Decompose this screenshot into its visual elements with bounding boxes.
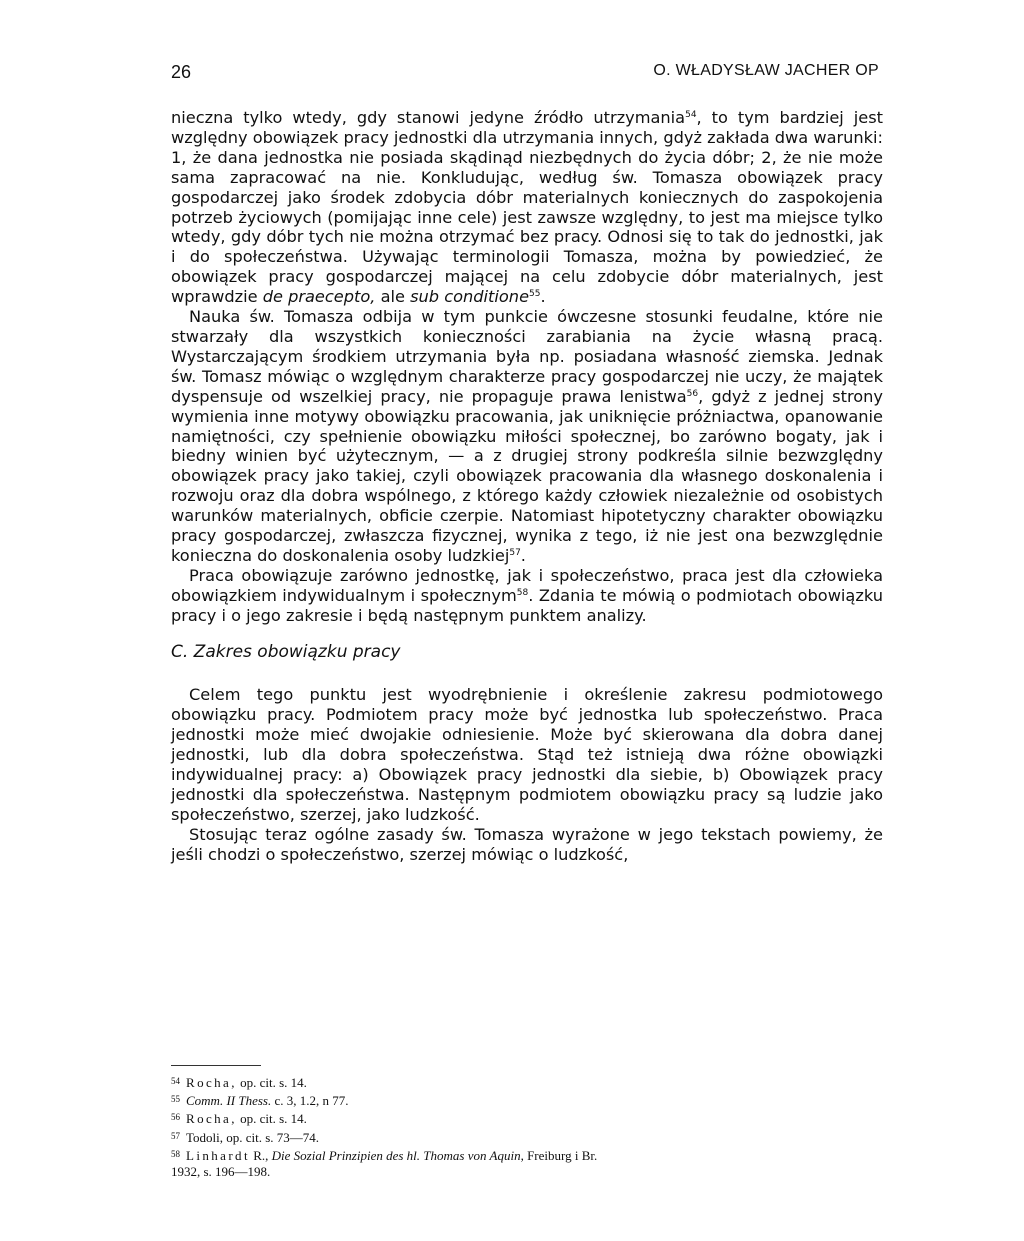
paragraph: Celem tego punktu jest wyodrębnienie i określenie zakresu podmiotowego obowiązku pracy. Podmiotem pracy może być jednostka lub społeczeństwo. Praca jednostki może mieć dwojakie odniesienie. Może być skierowana dla dobra danej jednostki, lub dla dobra społeczeństwa. Stąd też istnieją dwa różne obowiązki indywidualnej pracy: a) Obowiązek pracy jednostki dla siebie, b) Obowiązek pracy jednostki dla społeczeństwa. Następnym podmiotem obowiązku pracy są ludzie jako społeczeństwo, szerzej, jako ludzkość.: [171, 685, 883, 824]
page-number: 26: [171, 62, 192, 82]
paragraph: Nauka św. Tomasza odbija w tym punkcie ówczesne stosunki feudalne, które nie stwarzały dla wszystkich konieczności zarabiania na życie własną pracą. Wystarczającym środkiem utrzymania była np. posiadana własność ziemska. Jednak św. Tomasz mówiąc o względnym charakterze pracy gospodarczej nie uczy, że majątek dyspensuje od wszelkiej pracy, nie propaguje prawa lenistwa$^{56}$, gdyż z jednej strony wymienia inne motywy obowiązku pracowania, jak uniknięcie próżniactwa, opanowanie namiętności, czy spełnienie obowiązku miłości społecznej, bo zarówno bogaty, jak i biedny winien być użytecznym, — a z drugiej strony podkreśla silnie bezwzględny obowiązek pracy jako takiej, czyli obowiązek pracowania dla własnego doskonalenia i rozwoju oraz dla dobra wspólnego, z którego każdy człowiek niezależnie od osobistych warunków materialnych, obficie czerpie. Natomiast hipotetyczny charakter obowiązku pracy gospodarczej, zwłaszcza fizycznej, wynika z tego, iż nie jest ona bezwzględnie konieczna do doskonalenia osoby ludzkiej$^{57}$.: [171, 307, 883, 565]
footnote-ref: 54: [685, 110, 697, 120]
paragraph: Stosując teraz ogólne zasady św. Tomasza wyrażone w jego tekstach powiemy, że jeśli chodzi o społeczeństwo, szerzej mówiąc o ludzkość,: [171, 824, 883, 864]
footnote-ref: 58: [516, 587, 529, 598]
footnote-continuation: 1932, s. 196—198.: [171, 1164, 271, 1180]
page-header: [171, 58, 879, 88]
footnote-ref: 55: [529, 289, 541, 300]
paragraph: nieczna tylko wtedy, gdy stanowi jedyne źródło utrzymania$^{54}$, to tym bardziej jest względny obowiązek pracy jednostki dla utrzymania innych, gdyż zakłada dwa warunki: 1, że dana jednostka nie posiada skądinąd niezbędnych do życia dóbr; 2, że nie może sama zapracować na nie. Konkludując, według św. Tomasza obowiązek pracy gospodarczej jako środek zdobycia dóbr materialnych koniecznych do zaspokojenia potrzeb życiowych (pomijając inne cele) jest zawsze względny, to jest ma miejsce tylko wtedy, gdy dóbr tych nie można otrzymać bez pracy. Odnosi się to tak do jednostki, jak i do społeczeństwa. Używając terminologii Tomasza, można by powiedzieć, że obowiązek pracy gospodarczej mającej na celu zdobycie dóbr materialnych, jest wprawdzie de praecepto, ale sub conditione$^{55}$.: [171, 108, 884, 307]
footnote: $^{57}$ Todoli, op. cit. s. 73—74.: [171, 1129, 320, 1145]
footnote: $^{58}$ Linhardt R., Die Sozial Prinzipien des hl. Thomas von Aquin, Freiburg i Br.: [171, 1147, 598, 1163]
footnote-ref: 57: [509, 547, 521, 558]
footnote: $^{54}$ Rocha, op. cit. s. 14.: [171, 1075, 307, 1090]
footnote: $^{55}$ Comm. II Thess. c. 3, 1.2, n 77.: [171, 1093, 349, 1109]
body-text: [171, 108, 883, 865]
footnote-ref: 56: [686, 388, 699, 399]
footnotes: [171, 1073, 883, 1180]
paragraph: Praca obowiązuje zarówno jednostkę, jak i społeczeństwo, praca jest dla człowieka obowiązkiem indywidualnym i społecznym$^{58}$. Zdania te mówią o podmiotach obowiązku pracy i o jego zakresie i będą następnym punktem analizy.: [171, 565, 883, 625]
running-head: O. WŁADYSŁAW JACHER OP: [653, 62, 879, 79]
footnote-divider: [171, 1065, 261, 1066]
footnote: $^{56}$ Rocha, op. cit. s. 14.: [171, 1111, 307, 1127]
section-heading: C. Zakres obowiązku pracy: [171, 641, 401, 662]
